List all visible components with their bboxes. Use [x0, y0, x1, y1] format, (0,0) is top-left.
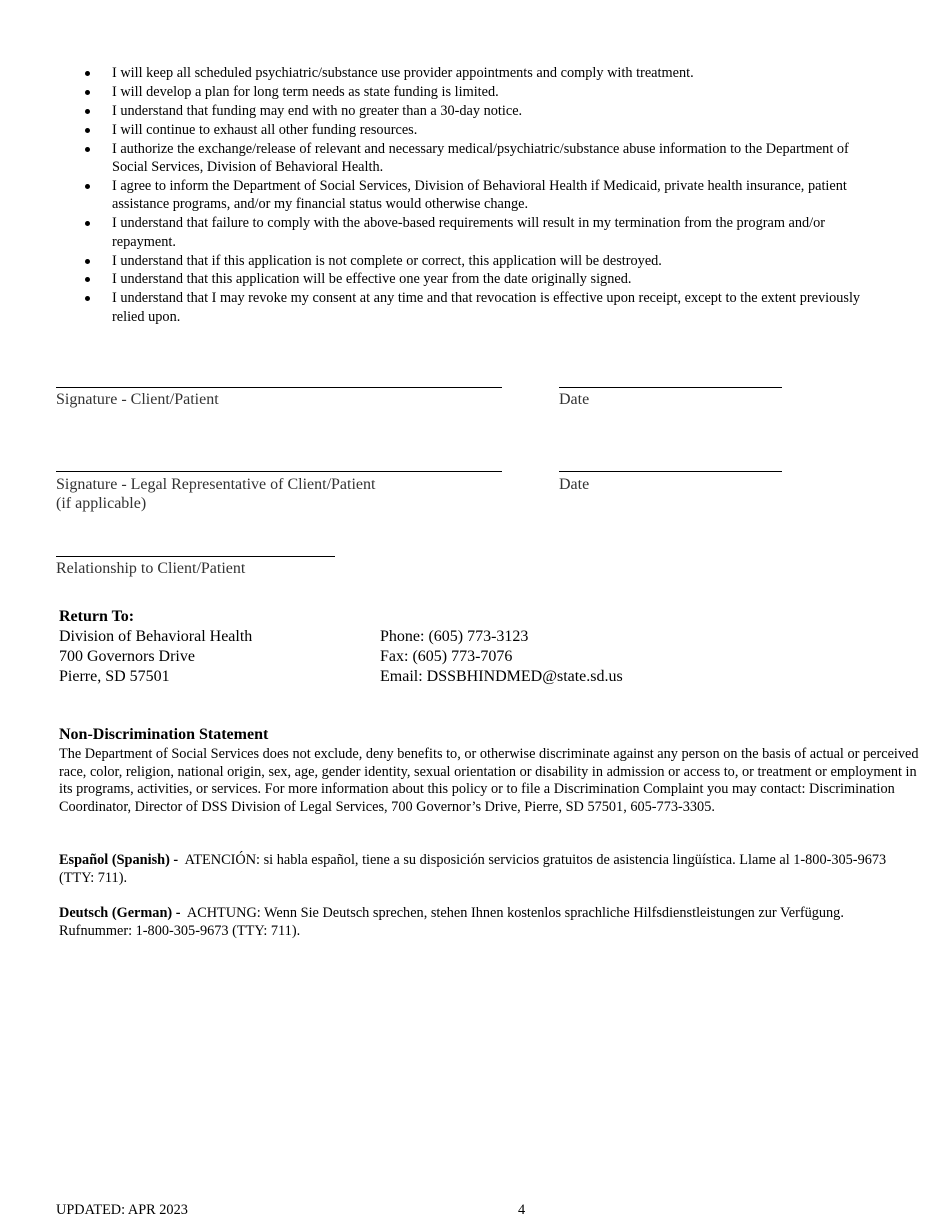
bullet-icon — [85, 128, 90, 133]
list-item: I understand that funding may end with no greater than a 30-day notice. — [82, 102, 882, 120]
nondiscrimination-heading: Non-Discrimination Statement — [59, 726, 269, 743]
list-item: I will continue to exhaust all other funding resources. — [82, 121, 882, 139]
bullet-icon — [85, 221, 90, 226]
bullet-icon — [85, 71, 90, 76]
bullet-icon — [85, 296, 90, 301]
spanish-text: ATENCIÓN: si habla español, tiene a su disposición servicios gratuitos de asistencia lingüística. Llame al 1-800-305-9673 (TTY: 711). — [59, 852, 887, 886]
german-text: ACHTUNG: Wenn Sie Deutsch sprechen, stehen Ihnen kostenlos sprachliche Hilfsdienstleistungen zur Verfügung. Rufnummer: 1-800-305-9673 (TTY: 711). — [59, 905, 844, 939]
german-label: Deutsch (German) - — [59, 905, 181, 921]
list-item: I agree to inform the Department of Social Services, Division of Behavioral Health if Medicaid, private health insurance, patient assistance programs, and/or my financial status would otherwise change. — [82, 177, 882, 214]
footer-updated: UPDATED: APR 2023 — [56, 1202, 188, 1218]
return-to-org: Division of Behavioral Health — [59, 628, 253, 645]
client-date-line[interactable] — [559, 387, 782, 388]
bullet-icon — [85, 90, 90, 95]
client-date-label: Date — [559, 391, 590, 408]
return-to-city: Pierre, SD 57501 — [59, 668, 170, 685]
return-to-email[interactable]: Email: DSSBHINDMED@state.sd.us — [380, 668, 623, 685]
list-item: I understand that this application will be effective one year from the date originally signed. — [82, 270, 882, 288]
relationship-line[interactable] — [56, 556, 335, 557]
list-item: I understand that I may revoke my consent at any time and that revocation is effective upon receipt, except to the extent previously relied upon. — [82, 289, 882, 326]
return-to-heading: Return To: — [59, 608, 135, 625]
list-item: I will keep all scheduled psychiatric/substance use provider appointments and comply with treatment. — [82, 64, 882, 82]
list-item: I will develop a plan for long term needs as state funding is limited. — [82, 83, 882, 101]
legal-rep-date-line[interactable] — [559, 471, 782, 472]
bullet-icon — [85, 277, 90, 282]
bullet-icon — [85, 147, 90, 152]
spanish-notice — [59, 852, 919, 887]
list-item: I authorize the exchange/release of relevant and necessary medical/psychiatric/substance abuse information to the Department of Social Services, Division of Behavioral Health. — [82, 140, 882, 177]
list-item: I understand that if this application is not complete or correct, this application will be destroyed. — [82, 252, 882, 270]
list-item: I understand that failure to comply with the above-based requirements will result in my termination from the program and/or repayment. — [82, 214, 882, 251]
bullet-icon — [85, 259, 90, 264]
return-to-fax: Fax: (605) 773-7076 — [380, 648, 513, 665]
bullet-icon — [85, 109, 90, 114]
client-signature-label: Signature - Client/Patient — [56, 391, 219, 408]
legal-rep-note: (if applicable) — [56, 495, 147, 512]
page-number: 4 — [518, 1202, 526, 1218]
legal-rep-signature-label: Signature - Legal Representative of Client/Patient — [56, 476, 376, 493]
bullet-icon — [85, 184, 90, 189]
return-to-street: 700 Governors Drive — [59, 648, 195, 665]
return-to-phone: Phone: (605) 773-3123 — [380, 628, 529, 645]
client-signature-line[interactable] — [56, 387, 502, 388]
spanish-label: Español (Spanish) - — [59, 852, 179, 868]
acknowledgement-list — [82, 64, 882, 327]
relationship-label: Relationship to Client/Patient — [56, 560, 246, 577]
nondiscrimination-body: The Department of Social Services does not exclude, deny benefits to, or otherwise discriminate against any person on the basis of actual or perceived race, color, religion, national origin, sex, age, gender identity, sexual orientation or disability in admission or access to, or treatment or employment in its programs, activities, or services. For more information about this policy or to file a Discrimination Complaint you may contact: Discrimination Coordinator, Director of DSS Division of Legal Services, 700 Governor’s Drive, Pierre, SD 57501, 605-773-3305. — [59, 746, 919, 815]
legal-rep-date-label: Date — [559, 476, 590, 493]
legal-rep-signature-line[interactable] — [56, 471, 502, 472]
german-notice — [59, 905, 919, 940]
